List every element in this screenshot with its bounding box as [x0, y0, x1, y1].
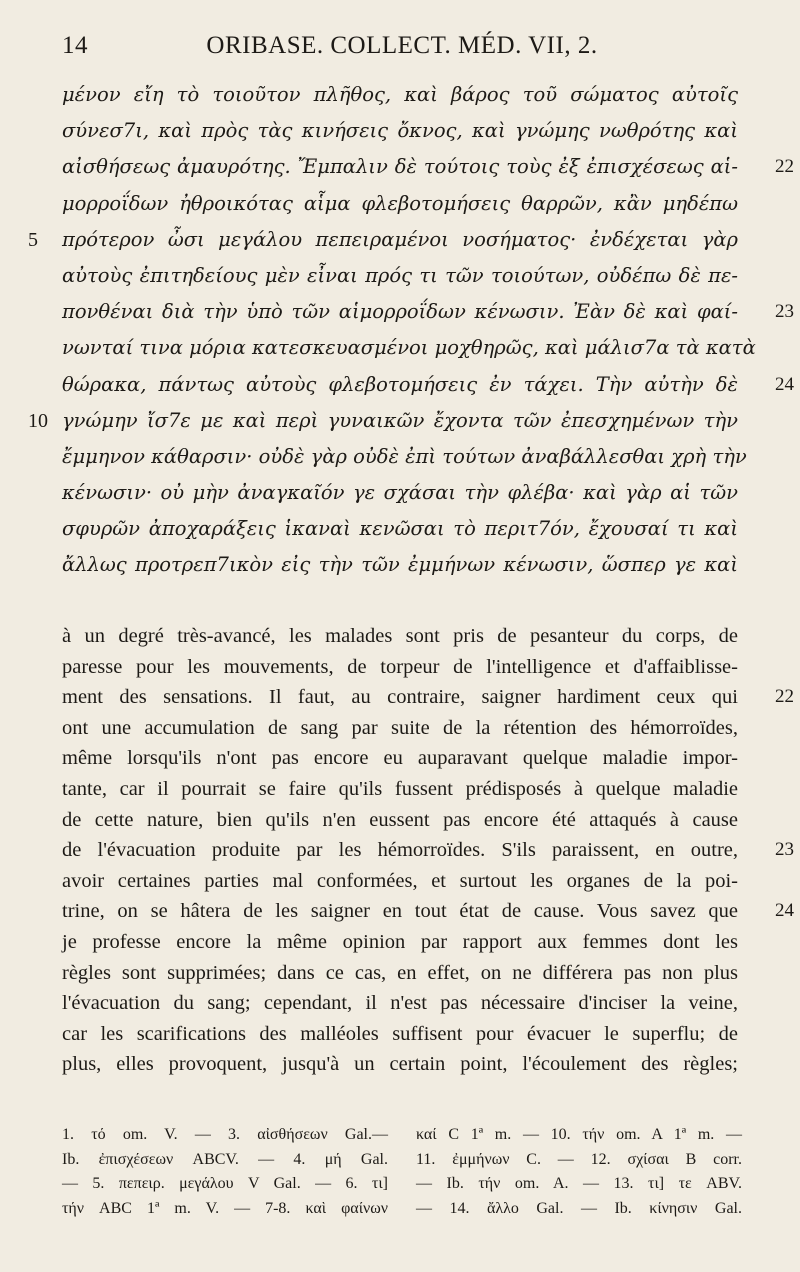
- greek-line-text: πρότερον ὦσι μεγάλου πεπειραμένοι νοσήματος· ἐνδέχεται γὰρ: [62, 227, 738, 251]
- french-line: [42, 1049, 794, 1080]
- greek-line: [42, 475, 794, 511]
- french-line-text: à un degré très-avancé, les malades sont pris de pesanteur du corps, de: [62, 625, 738, 647]
- greek-line-text: σύνεσ7ι, καὶ πρὸς τὰς κινήσεις ὄκνος, καὶ γνώμης νωθρότης καὶ: [62, 119, 738, 143]
- french-line: [42, 866, 794, 897]
- greek-line-text: νωνταί τινα μόρια κατεσκευασμένοι μοχθηρῶς, καὶ μάλισ7α τὰ κατὰ: [62, 336, 756, 360]
- greek-line-text: μορροΐδων ἠθροικότας αἷμα φλεβοτομήσεις θαρρῶν, κἂν μηδέπω: [62, 191, 738, 215]
- french-line: [42, 988, 794, 1019]
- french-line: [42, 805, 794, 836]
- footnotes-left-column: [62, 1123, 388, 1221]
- section-number: 24: [775, 900, 794, 922]
- greek-line: [42, 186, 794, 222]
- greek-line-text: αἰσθήσεως ἀμαυρότης. Ἔμπαλιν δὲ τούτοις τοὺς ἐξ ἐπισχέσεως αἱ-: [62, 155, 738, 179]
- greek-line: [42, 439, 794, 475]
- greek-line: [28, 403, 794, 439]
- line-number: 5: [28, 228, 38, 251]
- greek-line: [42, 77, 794, 113]
- french-line-text: avoir certaines parties mal conformées, et surtout les organes de la poi-: [62, 869, 738, 892]
- greek-line-text: αὐτοὺς ἐπιτηδείους μὲν εἶναι πρός τι τῶν τοιούτων, οὐδέπω δὲ πε-: [62, 263, 738, 287]
- french-line-text: règles sont supprimées; dans ce cas, en effet, on ne différera pas non plus: [62, 961, 738, 984]
- french-line: [42, 652, 794, 683]
- footnote-line: — 14. ἄλλο Gal. — Ib. κίνησιν Gal.: [416, 1199, 742, 1217]
- greek-line-text: κένωσιν· οὐ μὴν ἀναγκαῖόν γε σχάσαι τὴν φλέβα· καὶ γὰρ αἱ τῶν: [62, 481, 738, 505]
- running-title: ORIBASE. COLLECT. MÉD. VII, 2.: [206, 32, 598, 59]
- footnote-line: καί C 1ª m. — 10. τήν om. A 1ª m. —: [416, 1126, 742, 1143]
- french-line-text: ont une accumulation de sang par suite de la rétention des hémorroïdes,: [62, 716, 738, 739]
- french-line-text: paresse pour les mouvements, de torpeur de l'intelligence et d'affaiblisse-: [62, 655, 738, 678]
- greek-line: [28, 222, 794, 258]
- footnotes: [62, 1123, 742, 1221]
- greek-line: [42, 547, 794, 583]
- running-header: [62, 32, 742, 60]
- greek-line: [42, 258, 794, 294]
- greek-line-text: μένον εἴη τὸ τοιοῦτον πλῆθος, καὶ βάρος τοῦ σώματος αὐτοῖς: [62, 83, 738, 106]
- french-line: [42, 774, 794, 805]
- french-line-text: de cette nature, bien qu'ils n'en eussent pas encore été attaqués à cause: [62, 808, 738, 831]
- greek-text-block: [28, 77, 794, 584]
- section-number: 22: [775, 686, 794, 708]
- footnote-line: — Ib. τήν om. A. — 13. τι] τε ABV.: [416, 1175, 742, 1192]
- french-line-text: tante, car il pourrait se faire qu'ils fussent prédisposés à quelque maladie: [62, 777, 738, 800]
- section-number: 24: [775, 373, 794, 395]
- greek-line-text: γνώμην ἴσ7ε με καὶ περὶ γυναικῶν ἔχοντα τῶν ἐπεσχημένων τὴν: [62, 408, 738, 432]
- french-line: [42, 743, 794, 774]
- french-line: [42, 896, 794, 927]
- footnote-line: τήν ABC 1ª m. V. — 7-8. καὶ φαίνων: [62, 1199, 388, 1217]
- greek-line-text: θώρακα, πάντως αὐτοὺς φλεβοτομήσεις ἐν τάχει. Τὴν αὐτὴν δὲ: [62, 372, 738, 396]
- greek-line-text: ἄλλως προτρεπ7ικὸν εἰς τὴν τῶν ἐμμήνων κένωσιν, ὥσπερ γε καὶ: [62, 553, 738, 577]
- footnote-line: Ib. ἐπισχέσεων ABCV. — 4. μή Gal.: [62, 1150, 388, 1168]
- footnotes-right-column: [416, 1123, 742, 1221]
- page-number: 14: [62, 32, 88, 59]
- greek-line: [42, 294, 794, 330]
- french-line: [42, 713, 794, 744]
- footnote-line: — 5. πεπειρ. μεγάλου V Gal. — 6. τι]: [62, 1175, 388, 1192]
- footnote-line: 1. τό om. V. — 3. αἰσθήσεων Gal.—: [62, 1126, 388, 1143]
- french-line: [42, 927, 794, 958]
- section-number: 23: [775, 301, 794, 323]
- french-line-text: plus, elles provoquent, jusqu'à un certain point, l'écoulement des règles;: [62, 1053, 738, 1076]
- french-line-text: de l'évacuation produite par les hémorroïdes. S'ils paraissent, en outre,: [62, 839, 738, 862]
- greek-line-text: πονθέναι διὰ τὴν ὑπὸ τῶν αἱμορροΐδων κένωσιν. Ἐὰν δὲ καὶ φαί-: [62, 300, 738, 324]
- french-translation-block: [42, 621, 794, 1080]
- french-line-text: l'évacuation du sang; cependant, il n'est pas nécessaire d'inciser la veine,: [62, 992, 738, 1015]
- french-line: [42, 835, 794, 866]
- footnote-line: 11. ἐμμήνων C. — 12. σχίσαι B corr.: [416, 1150, 742, 1168]
- french-line: [42, 958, 794, 989]
- french-line-text: je professe encore la même opinion par rapport aux femmes dont les: [62, 930, 738, 953]
- greek-line-text: σφυρῶν ἀποχαράξεις ἱκαναὶ κενῶσαι τὸ περιτ7όν, ἔχουσαί τι καὶ: [62, 517, 738, 541]
- greek-line: [42, 113, 794, 149]
- french-line: [42, 621, 794, 652]
- line-number: 10: [28, 409, 48, 432]
- greek-line: [42, 367, 794, 403]
- greek-line: [42, 330, 794, 366]
- greek-line: [42, 511, 794, 547]
- section-number: 22: [775, 156, 794, 178]
- french-line-text: même lorsqu'ils n'ont pas encore eu auparavant quelque maladie impor-: [62, 747, 738, 770]
- french-line: [42, 1019, 794, 1050]
- greek-line: [42, 149, 794, 185]
- french-line-text: trine, on se hâtera de les saigner en tout état de cause. Vous savez que: [62, 900, 738, 923]
- french-line-text: ment des sensations. Il faut, au contraire, saigner hardiment ceux qui: [62, 686, 738, 709]
- french-line-text: car les scarifications des malléoles suffisent pour évacuer le superflu; de: [62, 1022, 738, 1045]
- french-line: [42, 682, 794, 713]
- greek-line-text: ἔμμηνον κάθαρσιν· οὐδὲ γὰρ οὐδὲ ἐπὶ τούτων ἀναβάλλεσθαι χρὴ τὴν: [62, 444, 747, 468]
- section-number: 23: [775, 839, 794, 861]
